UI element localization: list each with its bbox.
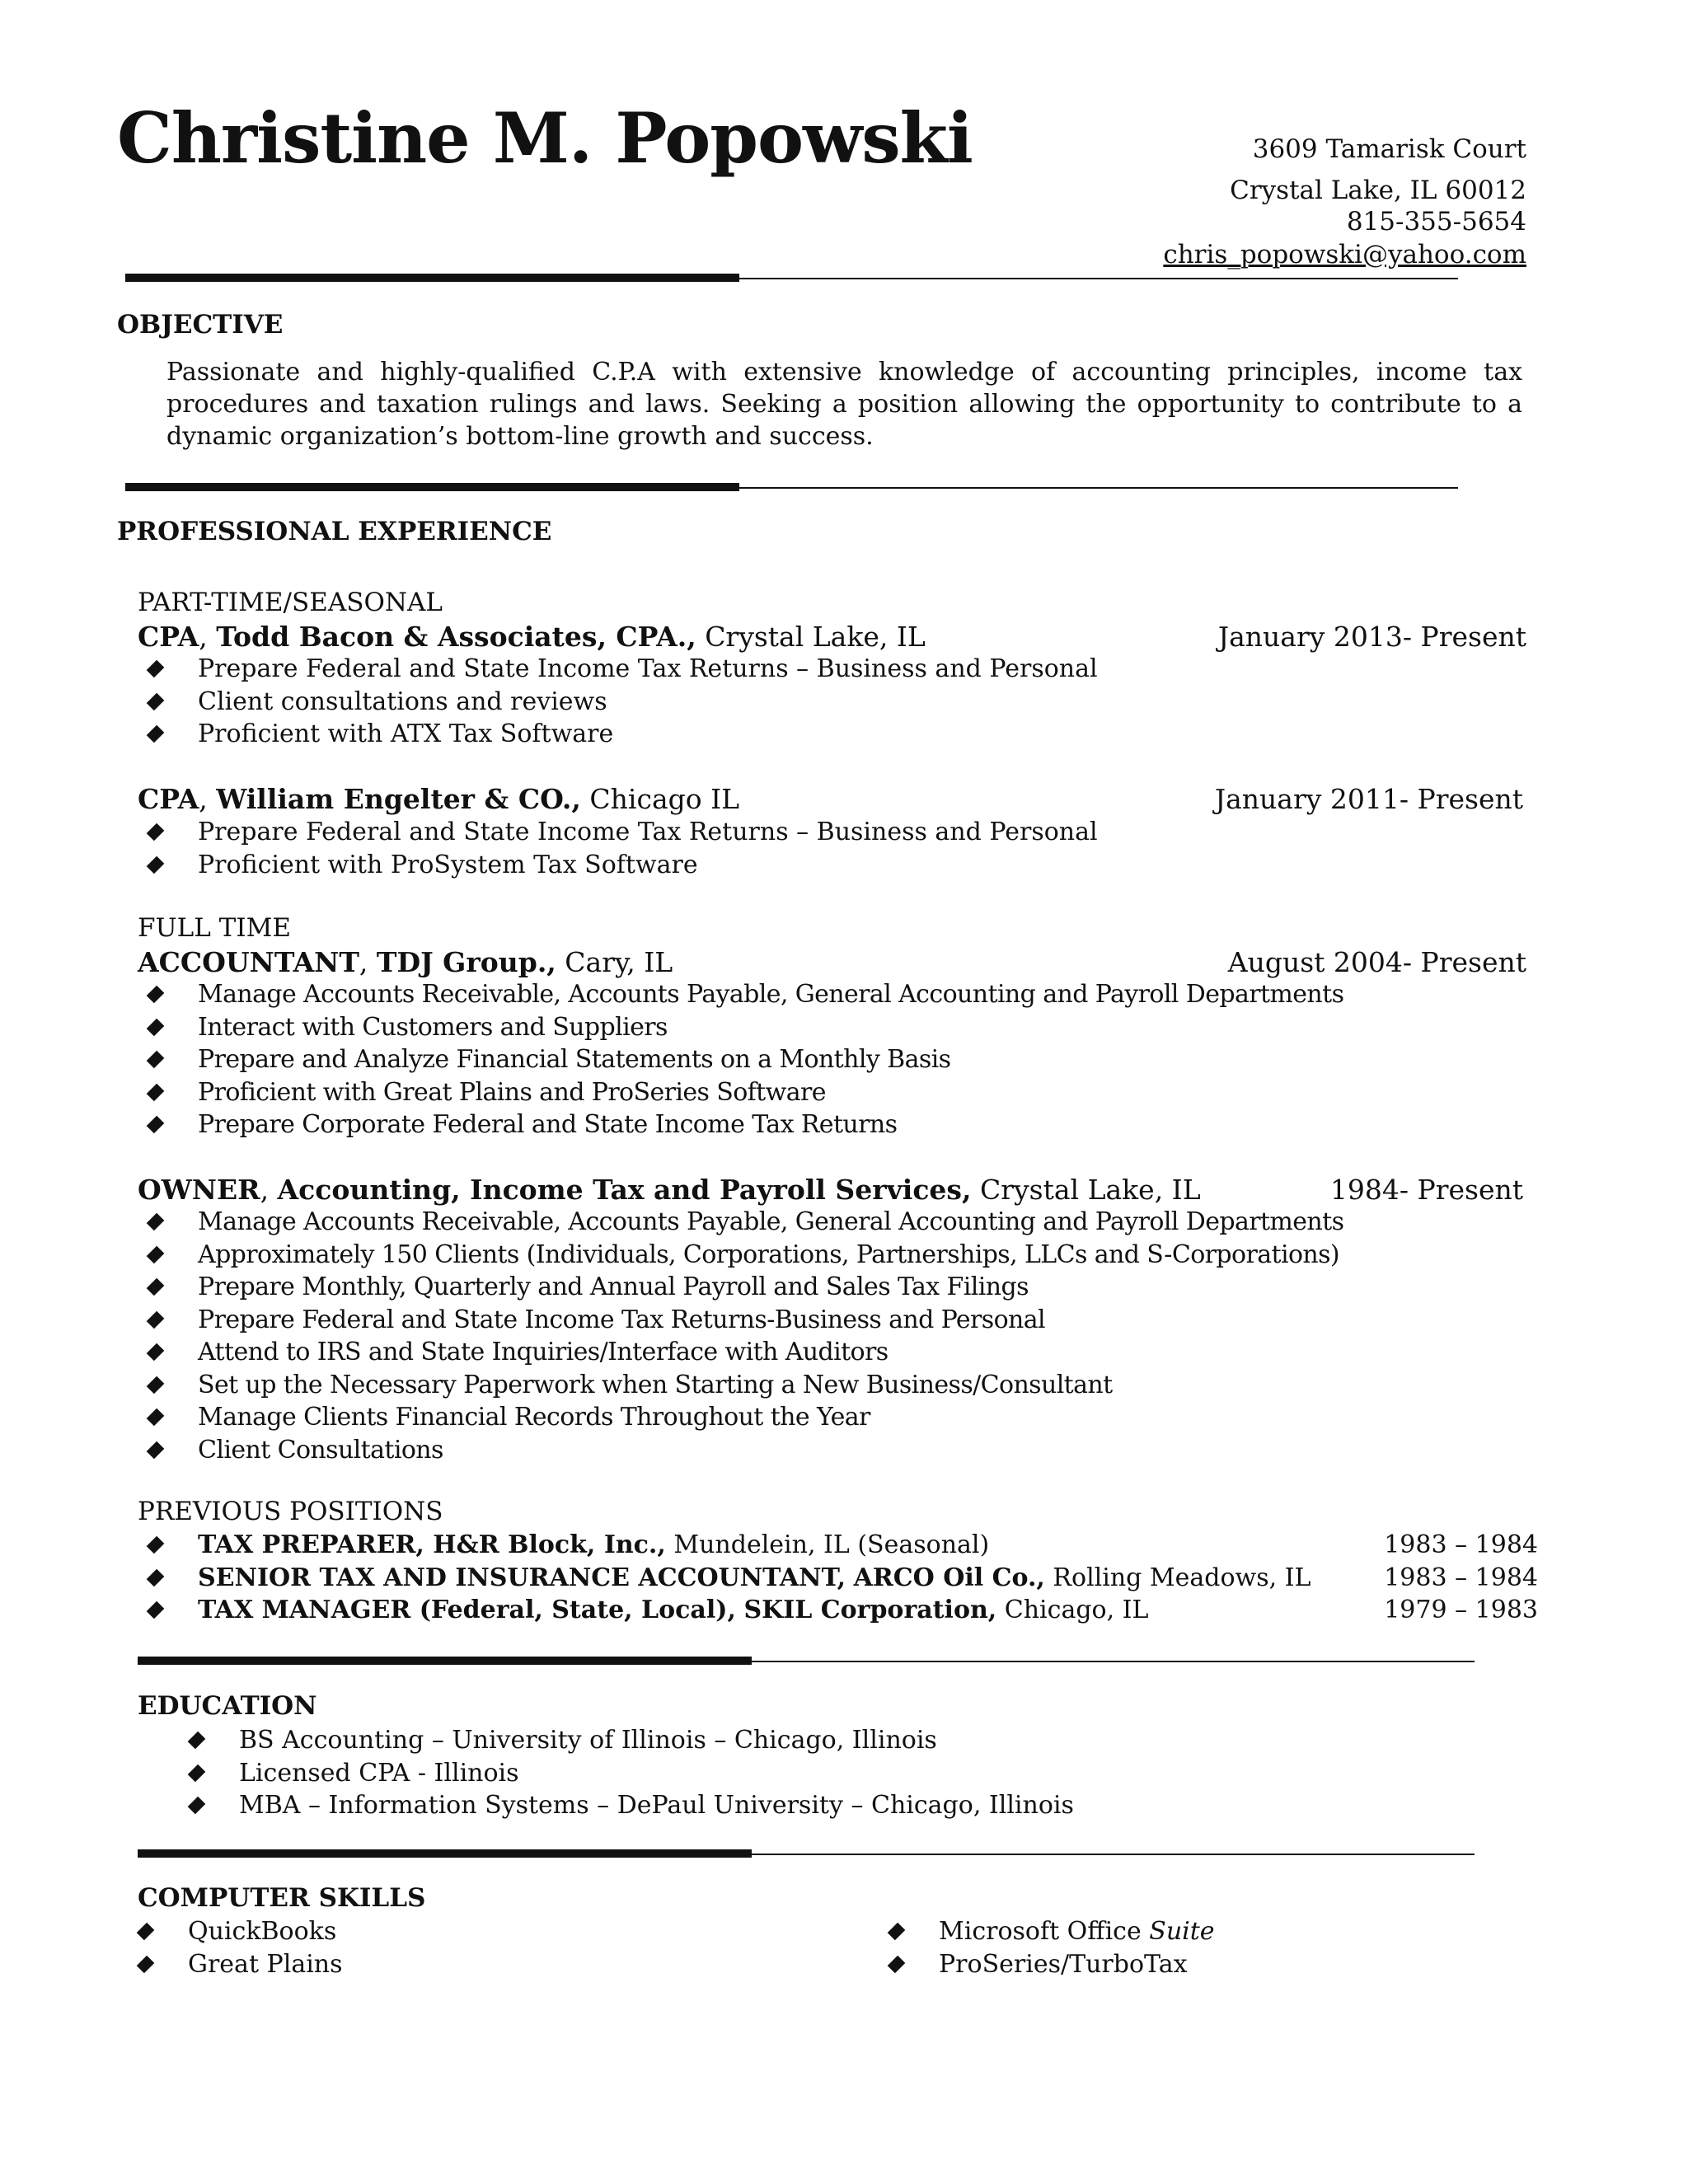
job-company: Todd Bacon & Associates, CPA., <box>216 621 696 653</box>
job-company: Accounting, Income Tax and Payroll Services, <box>277 1174 972 1206</box>
position-company: ARCO Oil Co., <box>853 1563 1045 1592</box>
list-item: Prepare Federal and State Income Tax Returns – Business and Personal <box>150 653 1304 686</box>
previous-positions-label: PREVIOUS POSITIONS <box>138 1497 443 1526</box>
diamond-bullet-icon <box>147 1051 165 1069</box>
position-title: TAX PREPARER, H&R Block, Inc., <box>198 1530 666 1559</box>
position-years: 1983 – 1984 <box>1384 1530 1538 1559</box>
job-role: OWNER <box>138 1174 260 1206</box>
job-bullets <box>150 816 1304 881</box>
diamond-bullet-icon <box>147 986 165 1004</box>
phone-number: 815-355-5654 <box>1346 207 1526 237</box>
divider <box>138 1657 1475 1668</box>
diamond-bullet-icon <box>147 1245 165 1263</box>
diamond-bullet-icon <box>888 1955 906 1973</box>
list-item: QuickBooks <box>140 1915 717 1948</box>
diamond-bullet-icon <box>147 1536 165 1554</box>
job-dates: January 2013- Present <box>1217 621 1526 653</box>
email-link[interactable]: chris_popowski@yahoo.com <box>1163 240 1526 269</box>
list-item: MBA – Information Systems – DePaul University – Chicago, Illinois <box>191 1789 1345 1822</box>
full-time-label: FULL TIME <box>138 913 291 943</box>
list-item: Prepare Corporate Federal and State Income Tax Returns <box>150 1108 1304 1141</box>
diamond-bullet-icon <box>188 1797 206 1815</box>
objective-text: Passionate and highly-qualified C.P.A with extensive knowledge of accounting principles, income tax procedures and taxation rulings and laws. Seeking a position allowing the opportunity to contribute to a dynamic organization’s bottom-line growth and success. <box>166 358 1522 451</box>
list-item: Prepare Federal and State Income Tax Returns – Business and Personal <box>150 816 1304 849</box>
list-item: Attend to IRS and State Inquiries/Interface with Auditors <box>150 1336 1304 1369</box>
job-role: CPA <box>138 621 199 653</box>
list-item: Set up the Necessary Paperwork when Starting a New Business/Consultant <box>150 1369 1304 1402</box>
education-list <box>191 1724 1345 1822</box>
candidate-name: Christine M. Popowski <box>117 97 973 179</box>
list-item: Manage Clients Financial Records Throughout the Year <box>150 1401 1304 1434</box>
position-title: TAX MANAGER (Federal, State, Local), <box>198 1596 736 1624</box>
diamond-bullet-icon <box>147 1441 165 1459</box>
diamond-bullet-icon <box>147 1601 165 1619</box>
job-title-line: CPA, Todd Bacon & Associates, CPA., Crystal Lake, IL <box>138 621 926 653</box>
job-title-line: OWNER, Accounting, Income Tax and Payroll Services, Crystal Lake, IL <box>138 1174 1201 1206</box>
list-item <box>150 1529 1538 1562</box>
list-item: Proficient with ATX Tax Software <box>150 718 1304 751</box>
position-years: 1979 – 1983 <box>1384 1596 1538 1624</box>
diamond-bullet-icon <box>147 660 165 678</box>
list-item: Interact with Customers and Suppliers <box>150 1011 1304 1044</box>
diamond-bullet-icon <box>147 823 165 841</box>
job-dates: January 2011- Present <box>1214 783 1523 815</box>
list-item: Microsoft Office Suite <box>891 1915 1468 1948</box>
diamond-bullet-icon <box>147 1018 165 1036</box>
diamond-bullet-icon <box>147 1343 165 1361</box>
list-item <box>150 1562 1538 1595</box>
diamond-bullet-icon <box>147 855 165 874</box>
part-time-label: PART-TIME/SEASONAL <box>138 588 443 617</box>
diamond-bullet-icon <box>147 1083 165 1101</box>
skills-list-left <box>140 1915 717 1980</box>
diamond-bullet-icon <box>147 1213 165 1231</box>
list-item: ProSeries/TurboTax <box>891 1948 1468 1981</box>
list-item: Client Consultations <box>150 1434 1304 1467</box>
list-item: Licensed CPA - Illinois <box>191 1757 1345 1790</box>
position-company: SKIL Corporation, <box>743 1596 997 1624</box>
skills-heading: COMPUTER SKILLS <box>138 1883 426 1913</box>
job-location: Crystal Lake, IL <box>705 621 926 653</box>
list-item: Manage Accounts Receivable, Accounts Payable, General Accounting and Payroll Departments <box>150 978 1304 1011</box>
diamond-bullet-icon <box>147 725 165 743</box>
previous-positions-list <box>150 1529 1538 1627</box>
divider <box>125 483 1458 494</box>
address-line-1: 3609 Tamarisk Court <box>1252 134 1526 164</box>
job-dates: August 2004- Present <box>1227 946 1526 978</box>
position-years: 1983 – 1984 <box>1384 1563 1538 1592</box>
job-company: TDJ Group., <box>376 946 556 978</box>
job-location: Cary, IL <box>565 946 673 978</box>
diamond-bullet-icon <box>147 692 165 710</box>
divider <box>125 274 1458 285</box>
diamond-bullet-icon <box>137 1955 155 1973</box>
diamond-bullet-icon <box>188 1732 206 1750</box>
address-line-2: Crystal Lake, IL 60012 <box>1230 176 1526 205</box>
diamond-bullet-icon <box>137 1923 155 1941</box>
diamond-bullet-icon <box>147 1278 165 1296</box>
list-item: Proficient with ProSystem Tax Software <box>150 849 1304 882</box>
job-company: William Engelter & CO., <box>216 783 581 815</box>
job-title-line: CPA, William Engelter & CO., Chicago IL <box>138 783 740 815</box>
position-details: Chicago, IL <box>1004 1596 1149 1624</box>
job-role: ACCOUNTANT <box>138 946 359 978</box>
education-heading: EDUCATION <box>138 1691 317 1721</box>
job-bullets <box>150 978 1344 1141</box>
diamond-bullet-icon <box>188 1764 206 1782</box>
list-item: BS Accounting – University of Illinois – Chicago, Illinois <box>191 1724 1345 1757</box>
job-bullets <box>150 1206 1344 1466</box>
position-details: Rolling Meadows, IL <box>1053 1563 1311 1592</box>
position-title: SENIOR TAX AND INSURANCE ACCOUNTANT, <box>198 1563 846 1592</box>
objective-heading: OBJECTIVE <box>117 310 284 340</box>
experience-heading: PROFESSIONAL EXPERIENCE <box>117 517 552 546</box>
list-item: Prepare Federal and State Income Tax Returns-Business and Personal <box>150 1304 1304 1337</box>
diamond-bullet-icon <box>147 1116 165 1134</box>
job-location: Chicago IL <box>589 783 740 815</box>
diamond-bullet-icon <box>888 1923 906 1941</box>
diamond-bullet-icon <box>147 1376 165 1394</box>
position-details: Mundelein, IL (Seasonal) <box>673 1530 990 1559</box>
job-bullets <box>150 653 1304 751</box>
diamond-bullet-icon <box>147 1408 165 1427</box>
job-role: CPA <box>138 783 199 815</box>
list-item: Prepare Monthly, Quarterly and Annual Payroll and Sales Tax Filings <box>150 1271 1304 1304</box>
list-item: Client consultations and reviews <box>150 686 1304 719</box>
job-title-line: ACCOUNTANT, TDJ Group., Cary, IL <box>138 946 673 978</box>
diamond-bullet-icon <box>147 1310 165 1329</box>
job-dates: 1984- Present <box>1329 1174 1523 1206</box>
list-item: Approximately 150 Clients (Individuals, Corporations, Partnerships, LLCs and S-Corporations) <box>150 1239 1304 1272</box>
skills-list-right <box>891 1915 1468 1980</box>
list-item: Manage Accounts Receivable, Accounts Payable, General Accounting and Payroll Departments <box>150 1206 1304 1239</box>
list-item <box>150 1594 1538 1627</box>
diamond-bullet-icon <box>147 1568 165 1586</box>
job-location: Crystal Lake, IL <box>980 1174 1201 1206</box>
list-item: Proficient with Great Plains and ProSeries Software <box>150 1076 1304 1109</box>
list-item: Great Plains <box>140 1948 717 1981</box>
divider <box>138 1849 1475 1861</box>
list-item: Prepare and Analyze Financial Statements on a Monthly Basis <box>150 1043 1304 1076</box>
